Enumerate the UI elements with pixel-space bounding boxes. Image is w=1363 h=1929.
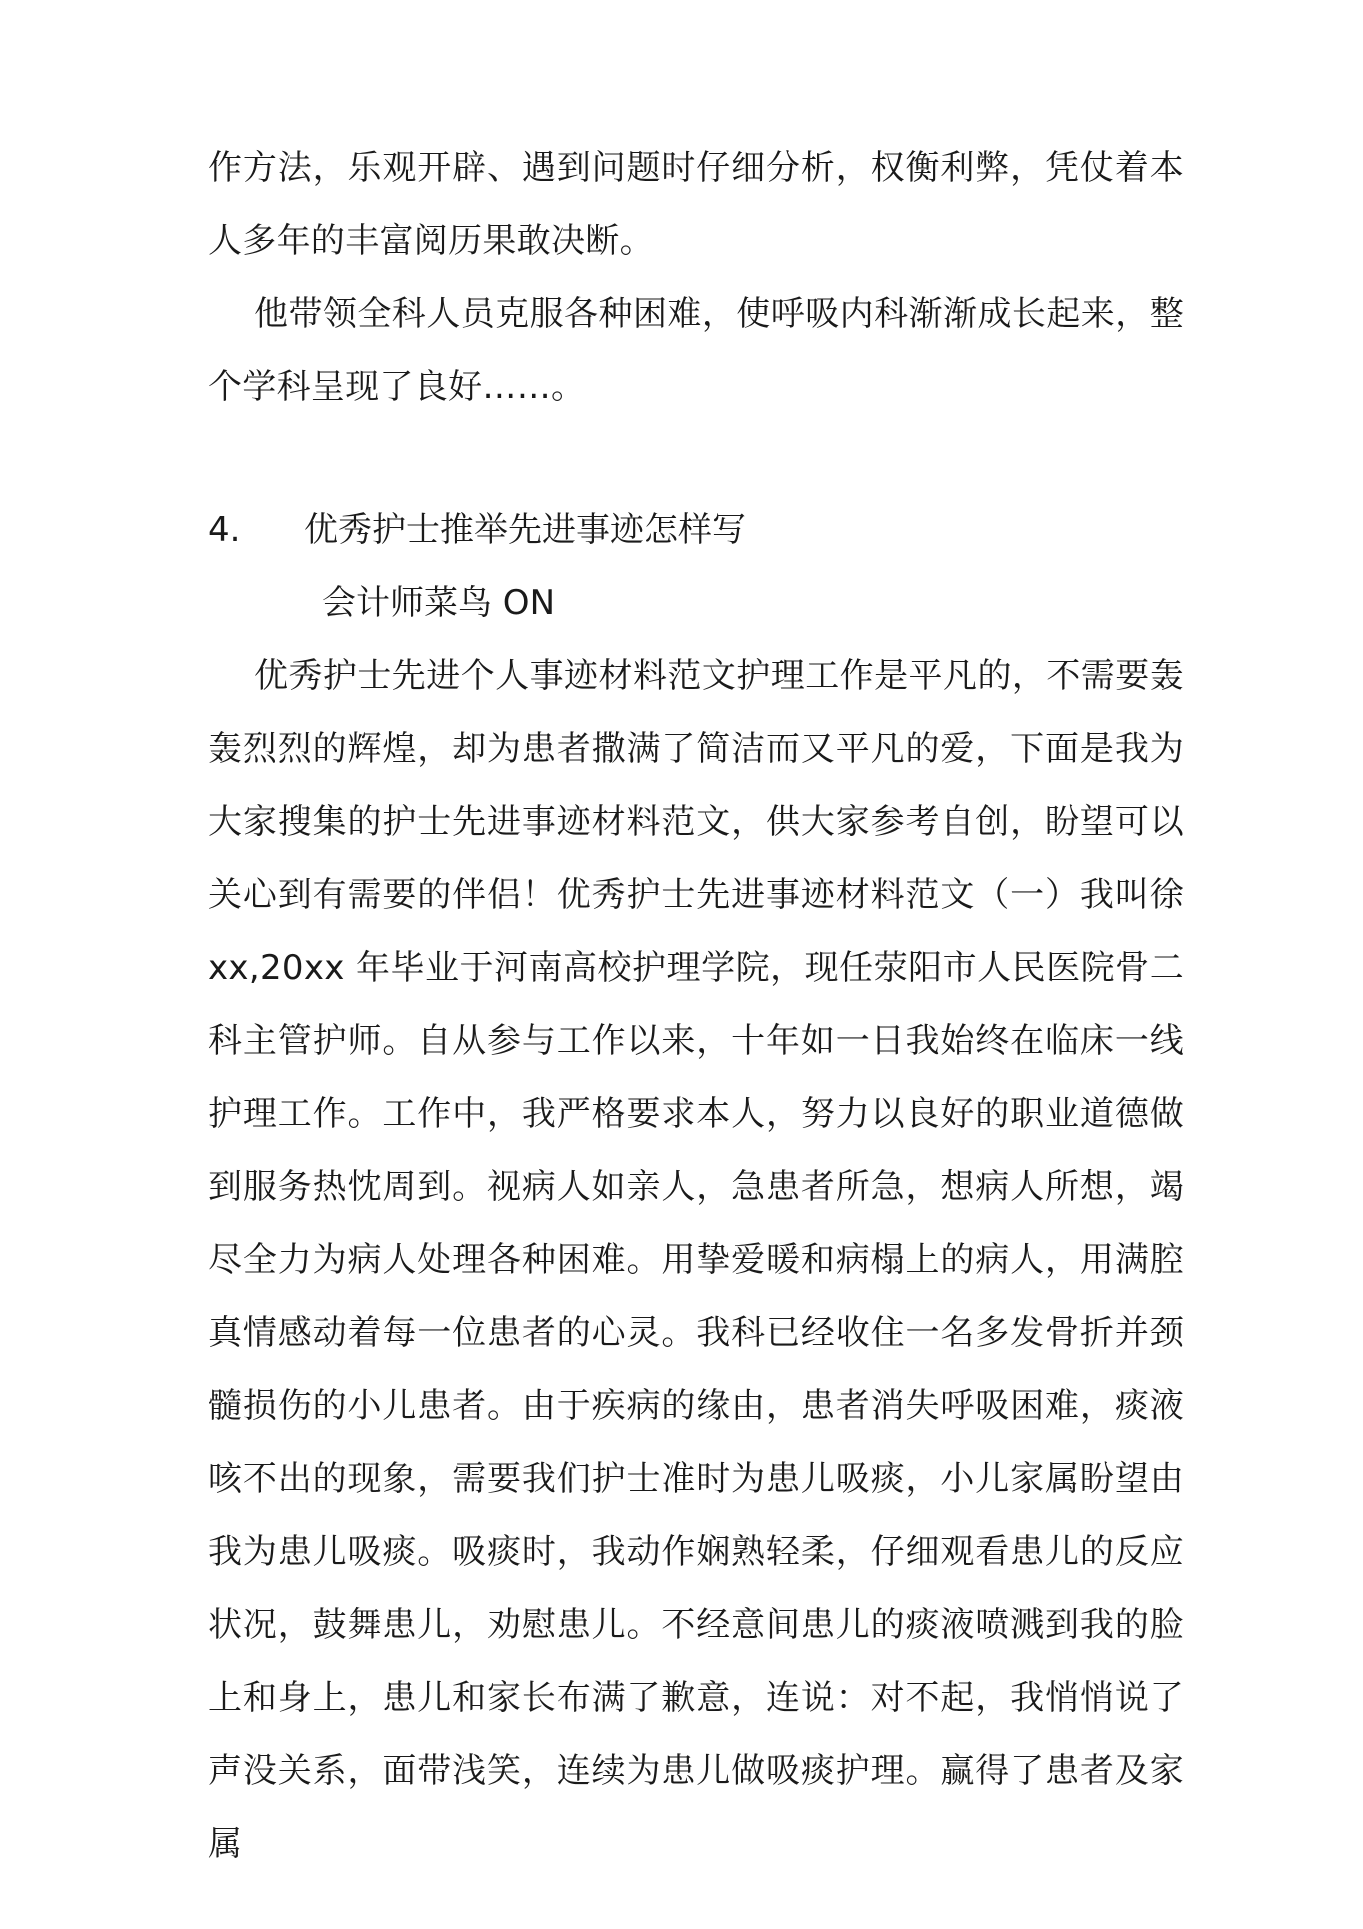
section-number: 4. — [208, 510, 241, 550]
section-heading — [208, 505, 746, 555]
section-title: 优秀护士推举先进事迹怎样写 — [304, 510, 746, 550]
paragraph-summary: 他带领全科人员克服各种困难，使呼吸内科渐渐成长起来，整个学科呈现了良好……。 — [208, 294, 1184, 407]
body-text: 优秀护士先进个人事迹材料范文护理工作是平凡的，不需要轰轰烈烈的辉煌，却为患者撒满了简洁而又平凡的爱，下面是我为大家搜集的护士先进事迹材料范文，供大家参考自创，盼望可以关心到有需要的伴侣！优秀护士先进事迹材料范文（一）我叫徐 xx,20xx 年毕业于河南高校护理学院，现任荥阳市人民医院骨二科主管护师。自从参与工作以来，十年如一日我始终在临床一线护理工作。工作中，我严格要求本人，努力以良好的职业道德做到服务热忱周到。视病人如亲人，急患者所急，想病人所想，竭尽全力为病人处理各种困难。用挚爱暖和病榻上的病人，用满腔真情感动着每一位患者的心灵。我科已经收住一名多发骨折并颈髓损伤的小儿患者。由于疾病的缘由，患者消失呼吸困难，痰液咳不出的现象，需要我们护士准时为患儿吸痰，小儿家属盼望由我为患儿吸痰。吸痰时，我动作娴熟轻柔，仔细观看患儿的反应状况，鼓舞患儿，劝慰患儿。不经意间患儿的痰液喷溅到我的脸上和身上，患儿和家长布满了歉意，连说：对不起，我悄悄说了声没关系，面带浅笑，连续为患儿做吸痰护理。赢得了患者及家属 — [208, 656, 1184, 1864]
paragraph-continuation: 作方法，乐观开辟、遇到问题时仔细分析，权衡利弊，凭仗着本人多年的丰富阅历果敢决断。 — [208, 148, 1184, 261]
author-line: 会计师菜鸟 ON — [322, 583, 556, 623]
